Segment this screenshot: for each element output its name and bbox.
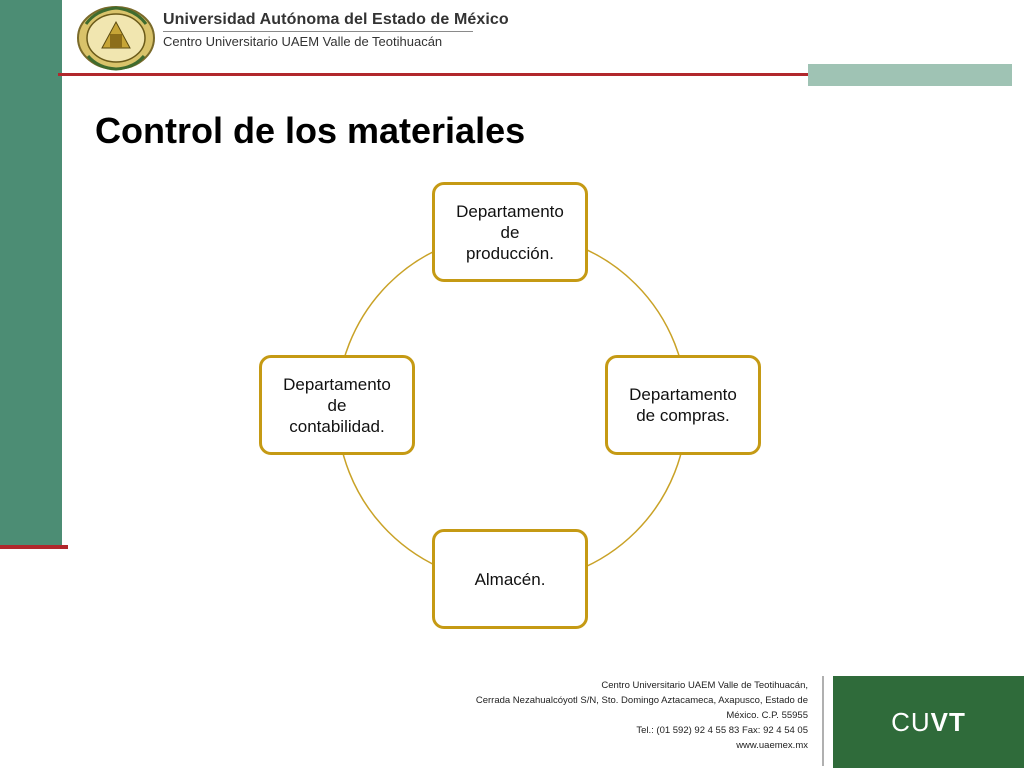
footer-line: Centro Universitario UAEM Valle de Teotihuacán, [601,680,808,691]
footer-line: México. C.P. 55955 [726,710,808,721]
node-almacen: Almacén. [432,529,588,629]
footer-line: Cerrada Nezahualcóyotl S/N, Sto. Domingo Aztacameca, Axapusco, Estado de [475,695,808,706]
cuvt-logo-text [891,707,966,738]
footer-divider [822,676,824,766]
cuvt-logo [833,676,1024,768]
footer-line: www.uaemex.mx [736,740,808,751]
node-compras: Departamento de compras. [605,355,761,455]
page-title: Control de los materiales [95,110,526,151]
footer-line: Tel.: (01 592) 92 4 55 83 Fax: 92 4 54 05 [636,725,808,736]
footer-address [476,678,808,753]
brand-bold: VT [930,706,966,737]
node-contabilidad: Departamento de contabilidad. [259,355,415,455]
brand-light: CU [891,706,931,737]
node-produccion: Departamento de producción. [432,182,588,282]
university-name: Universidad Autónoma del Estado de México [163,11,509,28]
campus-name: Centro Universitario UAEM Valle de Teotihuacán [163,34,443,49]
